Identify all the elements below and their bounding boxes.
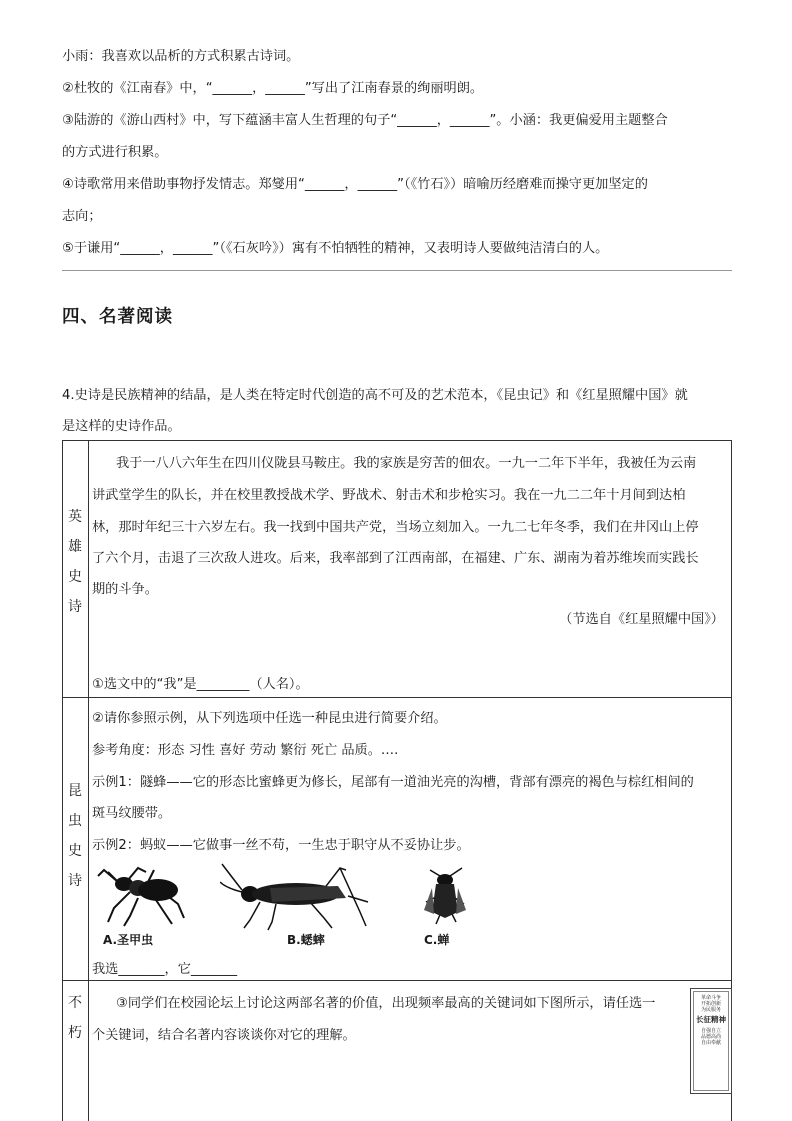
label-char: 雄 (68, 539, 82, 555)
table-row-divider-1 (62, 697, 732, 698)
insect-caption-c: C.蝉 (424, 933, 450, 947)
poster-side-text-3: 自由奉献 (700, 1040, 721, 1046)
poster-side-text-1: 自强自立 (700, 1028, 721, 1034)
label-char: 不 (68, 995, 82, 1011)
stag-beetle-icon (94, 864, 190, 930)
example-2: 示例2：蚂蚁——它做事一丝不苟，一生忠于职守从不妥协让步。 (92, 838, 470, 853)
row-label-hero-epic (62, 502, 88, 622)
reading-table (62, 440, 732, 1121)
intro-line-5: ④诗歌常用来借助事物抒发情志。郑燮用“______，______”（《竹石》）暗喻历经磨难而操守更加坚定的 (62, 177, 648, 192)
intro-line-3: ③陆游的《游山西村》中，写下蕴涵丰富人生哲理的句子“______，______”。小涵：我更偏爱用主题整合 (62, 113, 668, 128)
reference-angles: 参考角度：形态 习性 喜好 劳动 繁衍 死亡 品质。…. (92, 743, 399, 758)
question-1: ①选文中的“我”是________（人名）。 (92, 677, 309, 692)
question-3-line-2: 个关键词，结合名著内容谈谈你对它的理解。 (92, 1028, 356, 1043)
question-2-prompt: ②请你参照示例，从下列选项中任选一种昆虫进行简要介绍。 (92, 711, 447, 726)
section-divider (62, 270, 732, 271)
keyword-poster (690, 988, 732, 1094)
label-char: 昆 (68, 783, 82, 799)
label-char: 诗 (68, 599, 82, 615)
passage-line-1: 我于一八八六年生在四川仪陇县马鞍庄。我的家族是穷苦的佃农。一九一二年下半年，我被任为云南 (116, 456, 697, 471)
passage-source: （节选自《红星照耀中国》） (559, 612, 724, 627)
cicada-icon (422, 866, 468, 928)
intro-line-4: 的方式进行积累。 (62, 145, 168, 160)
example-1-line-2: 斑马纹腰带。 (92, 806, 172, 821)
cricket-icon (220, 862, 370, 932)
label-char: 朽 (68, 1025, 82, 1041)
example-1-line-1: 示例1：隧蜂——它的形态比蜜蜂更为修长，尾部有一道油光亮的沟槽，背部有漂亮的褐色与棕红相间的 (92, 775, 694, 790)
label-char: 史 (68, 843, 82, 859)
poster-top-text-1: 革命斗争 (700, 995, 721, 1001)
question-3-line-1: ③同学们在校园论坛上讨论这两部名著的价值，出现频率最高的关键词如下图所示，请任选一 (116, 996, 656, 1011)
passage-line-4: 了六个月，击退了三次敌人进攻。后来，我率部到了江西南部，在福建、广东、湖南为着苏维埃而实践长 (92, 551, 699, 566)
poster-side-text-2: 品德高尚 (700, 1034, 721, 1040)
insect-caption-b: B.蟋蟀 (287, 933, 325, 947)
label-char: 史 (68, 569, 82, 585)
poster-top-text-3: 为民服务 (700, 1007, 721, 1013)
insect-caption-a: A.圣甲虫 (103, 933, 154, 947)
passage-line-3: 林，那时年纪三十六岁左右。我一找到中国共产党，当场立刻加入。一九二七年冬季，我们在井冈山上停 (92, 520, 699, 535)
label-char: 虫 (68, 813, 82, 829)
label-char: 英 (68, 509, 82, 525)
label-char: 诗 (68, 873, 82, 889)
answer-line: 我选_______，它_______ (92, 962, 238, 977)
intro-line-1: 小雨：我喜欢以品析的方式积累古诗词。 (62, 49, 300, 64)
question-line-2: 是这样的史诗作品。 (62, 419, 181, 434)
row-label-immortal (62, 988, 88, 1048)
intro-line-2: ②杜牧的《江南春》中，“______，______”写出了江南春景的绚丽明朗。 (62, 81, 484, 96)
poster-top-text-2: 开拓创新 (700, 1001, 721, 1007)
intro-line-6: 志向； (62, 209, 102, 224)
table-border-top (62, 440, 732, 441)
passage-line-5: 期的斗争。 (92, 582, 158, 597)
intro-line-7: ⑤于谦用“______，______”（《石灰吟》）寓有不怕牺牲的精神，又表明诗人要做纯洁清白的人。 (62, 241, 609, 256)
table-row-divider-2 (62, 980, 732, 981)
poster-frame (693, 991, 729, 1091)
question-line-1: 4.史诗是民族精神的结晶，是人类在特定时代创造的高不可及的艺术范本，《昆虫记》和《红星照耀中国》就 (62, 388, 688, 403)
table-column-divider (88, 440, 89, 1121)
poster-title: 长征精神 (696, 1015, 726, 1024)
passage-line-2: 讲武堂学生的队长，并在校里教授战术学、野战术、射击术和步枪实习。我在一九二二年十月间到达柏 (92, 488, 686, 503)
section-heading: 四、名著阅读 (62, 307, 173, 327)
row-label-insect-epic (62, 776, 88, 896)
